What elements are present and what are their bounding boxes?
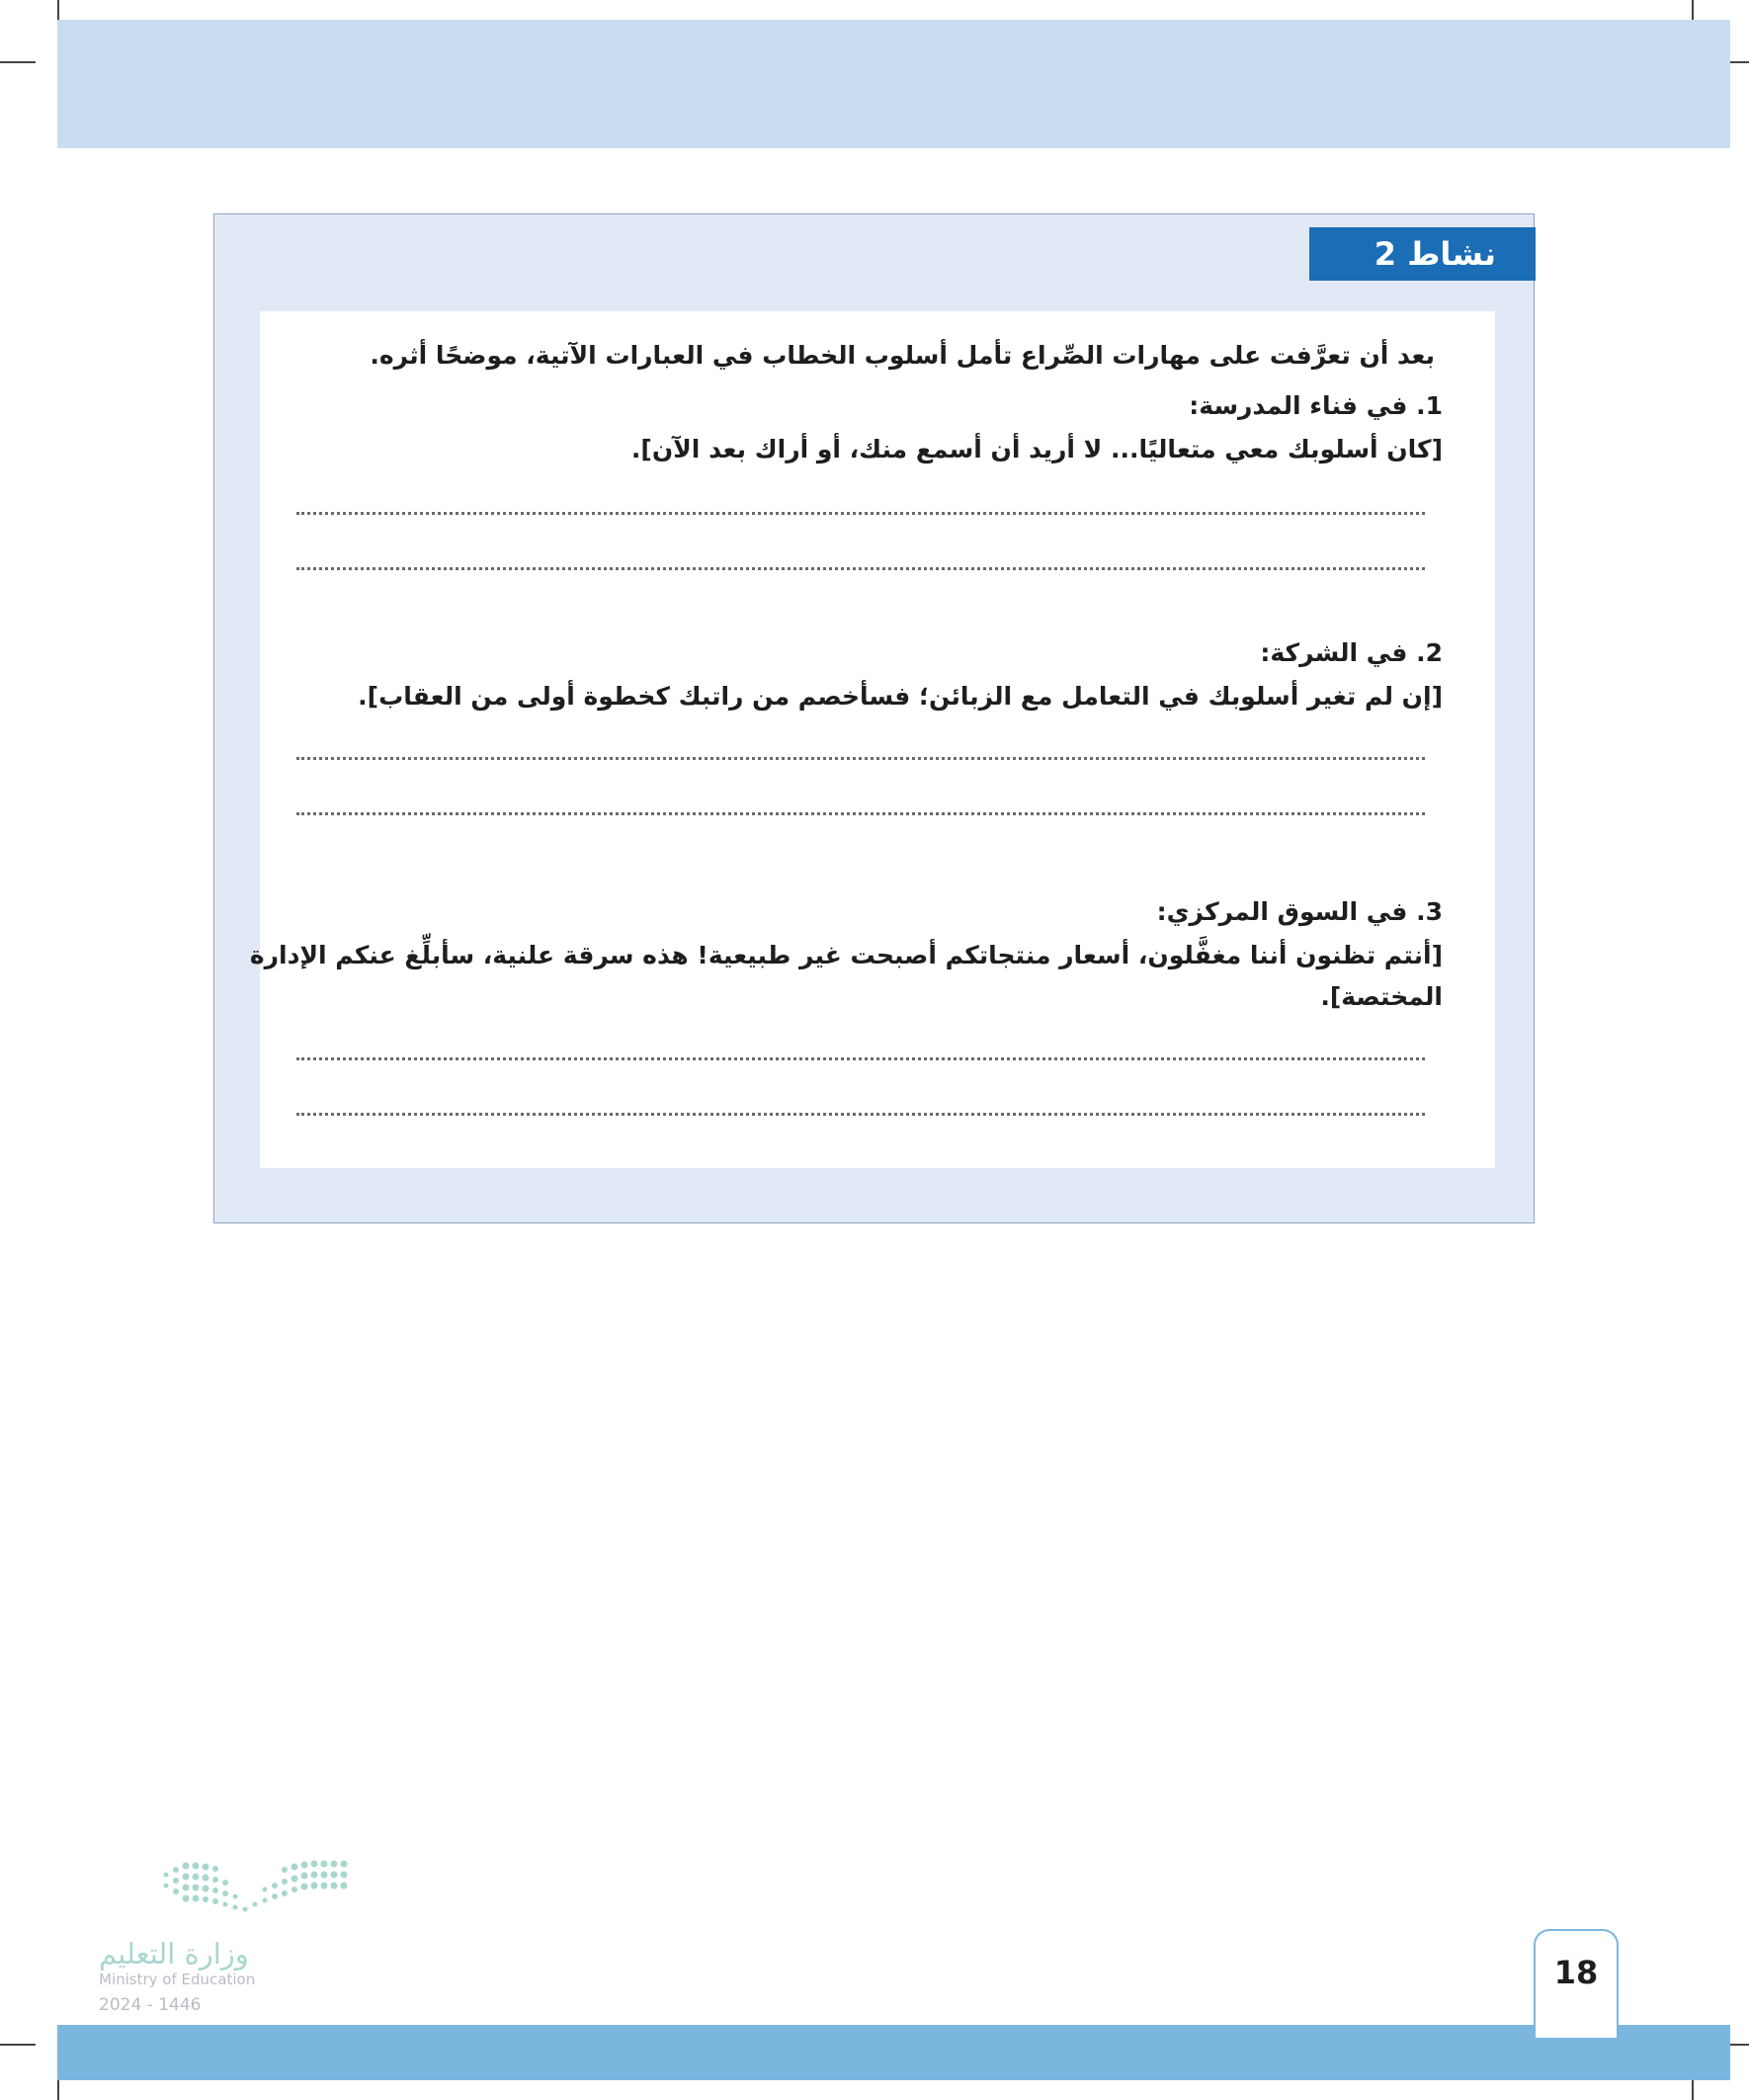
logo-english-text: Ministry of Education: [99, 1971, 256, 1988]
item-quote: [إن لم تغير أسلوبك في التعامل مع الزبائن؛ فسأخصم من راتبك كخطوة أولى من العقاب].: [358, 682, 1443, 711]
crop-mark: [0, 61, 36, 63]
answer-line[interactable]: [296, 512, 1425, 515]
item-quote-continued: المختصة].: [1320, 982, 1443, 1011]
page-number: 18: [1553, 1954, 1599, 1991]
instruction-text: بعد أن تعرَّفت على مهارات الصِّراع تأمل أسلوب الخطاب في العبارات الآتية، موضحًا أثره.: [370, 341, 1435, 370]
item-heading: 1. في فناء المدرسة:: [1189, 391, 1443, 420]
crop-mark: [0, 2044, 36, 2046]
logo-year: 2024 - 1446: [99, 1995, 202, 2015]
answer-line[interactable]: [296, 757, 1425, 760]
answer-line[interactable]: [296, 567, 1425, 570]
item-heading: 2. في الشركة:: [1260, 638, 1443, 667]
answer-line[interactable]: [296, 1113, 1425, 1116]
item-heading: 3. في السوق المركزي:: [1156, 897, 1443, 926]
header-band: [57, 20, 1730, 148]
answer-line[interactable]: [296, 1057, 1425, 1060]
footer-band: [57, 2025, 1730, 2080]
logo-arabic-text: وزارة التعليم: [99, 1937, 249, 1971]
activity-title: نشاط 2: [1309, 227, 1536, 281]
item-quote: [أنتم تظنون أننا مغفَّلون، أسعار منتجاتكم أصبحت غير طبيعية! هذه سرقة علنية، سأبلِّغ عنكم الإدارة: [249, 941, 1443, 969]
item-quote: [كان أسلوبك معي متعاليًا... لا أريد أن أسمع منك، أو أراك بعد الآن].: [630, 435, 1443, 463]
answer-line[interactable]: [296, 812, 1425, 815]
